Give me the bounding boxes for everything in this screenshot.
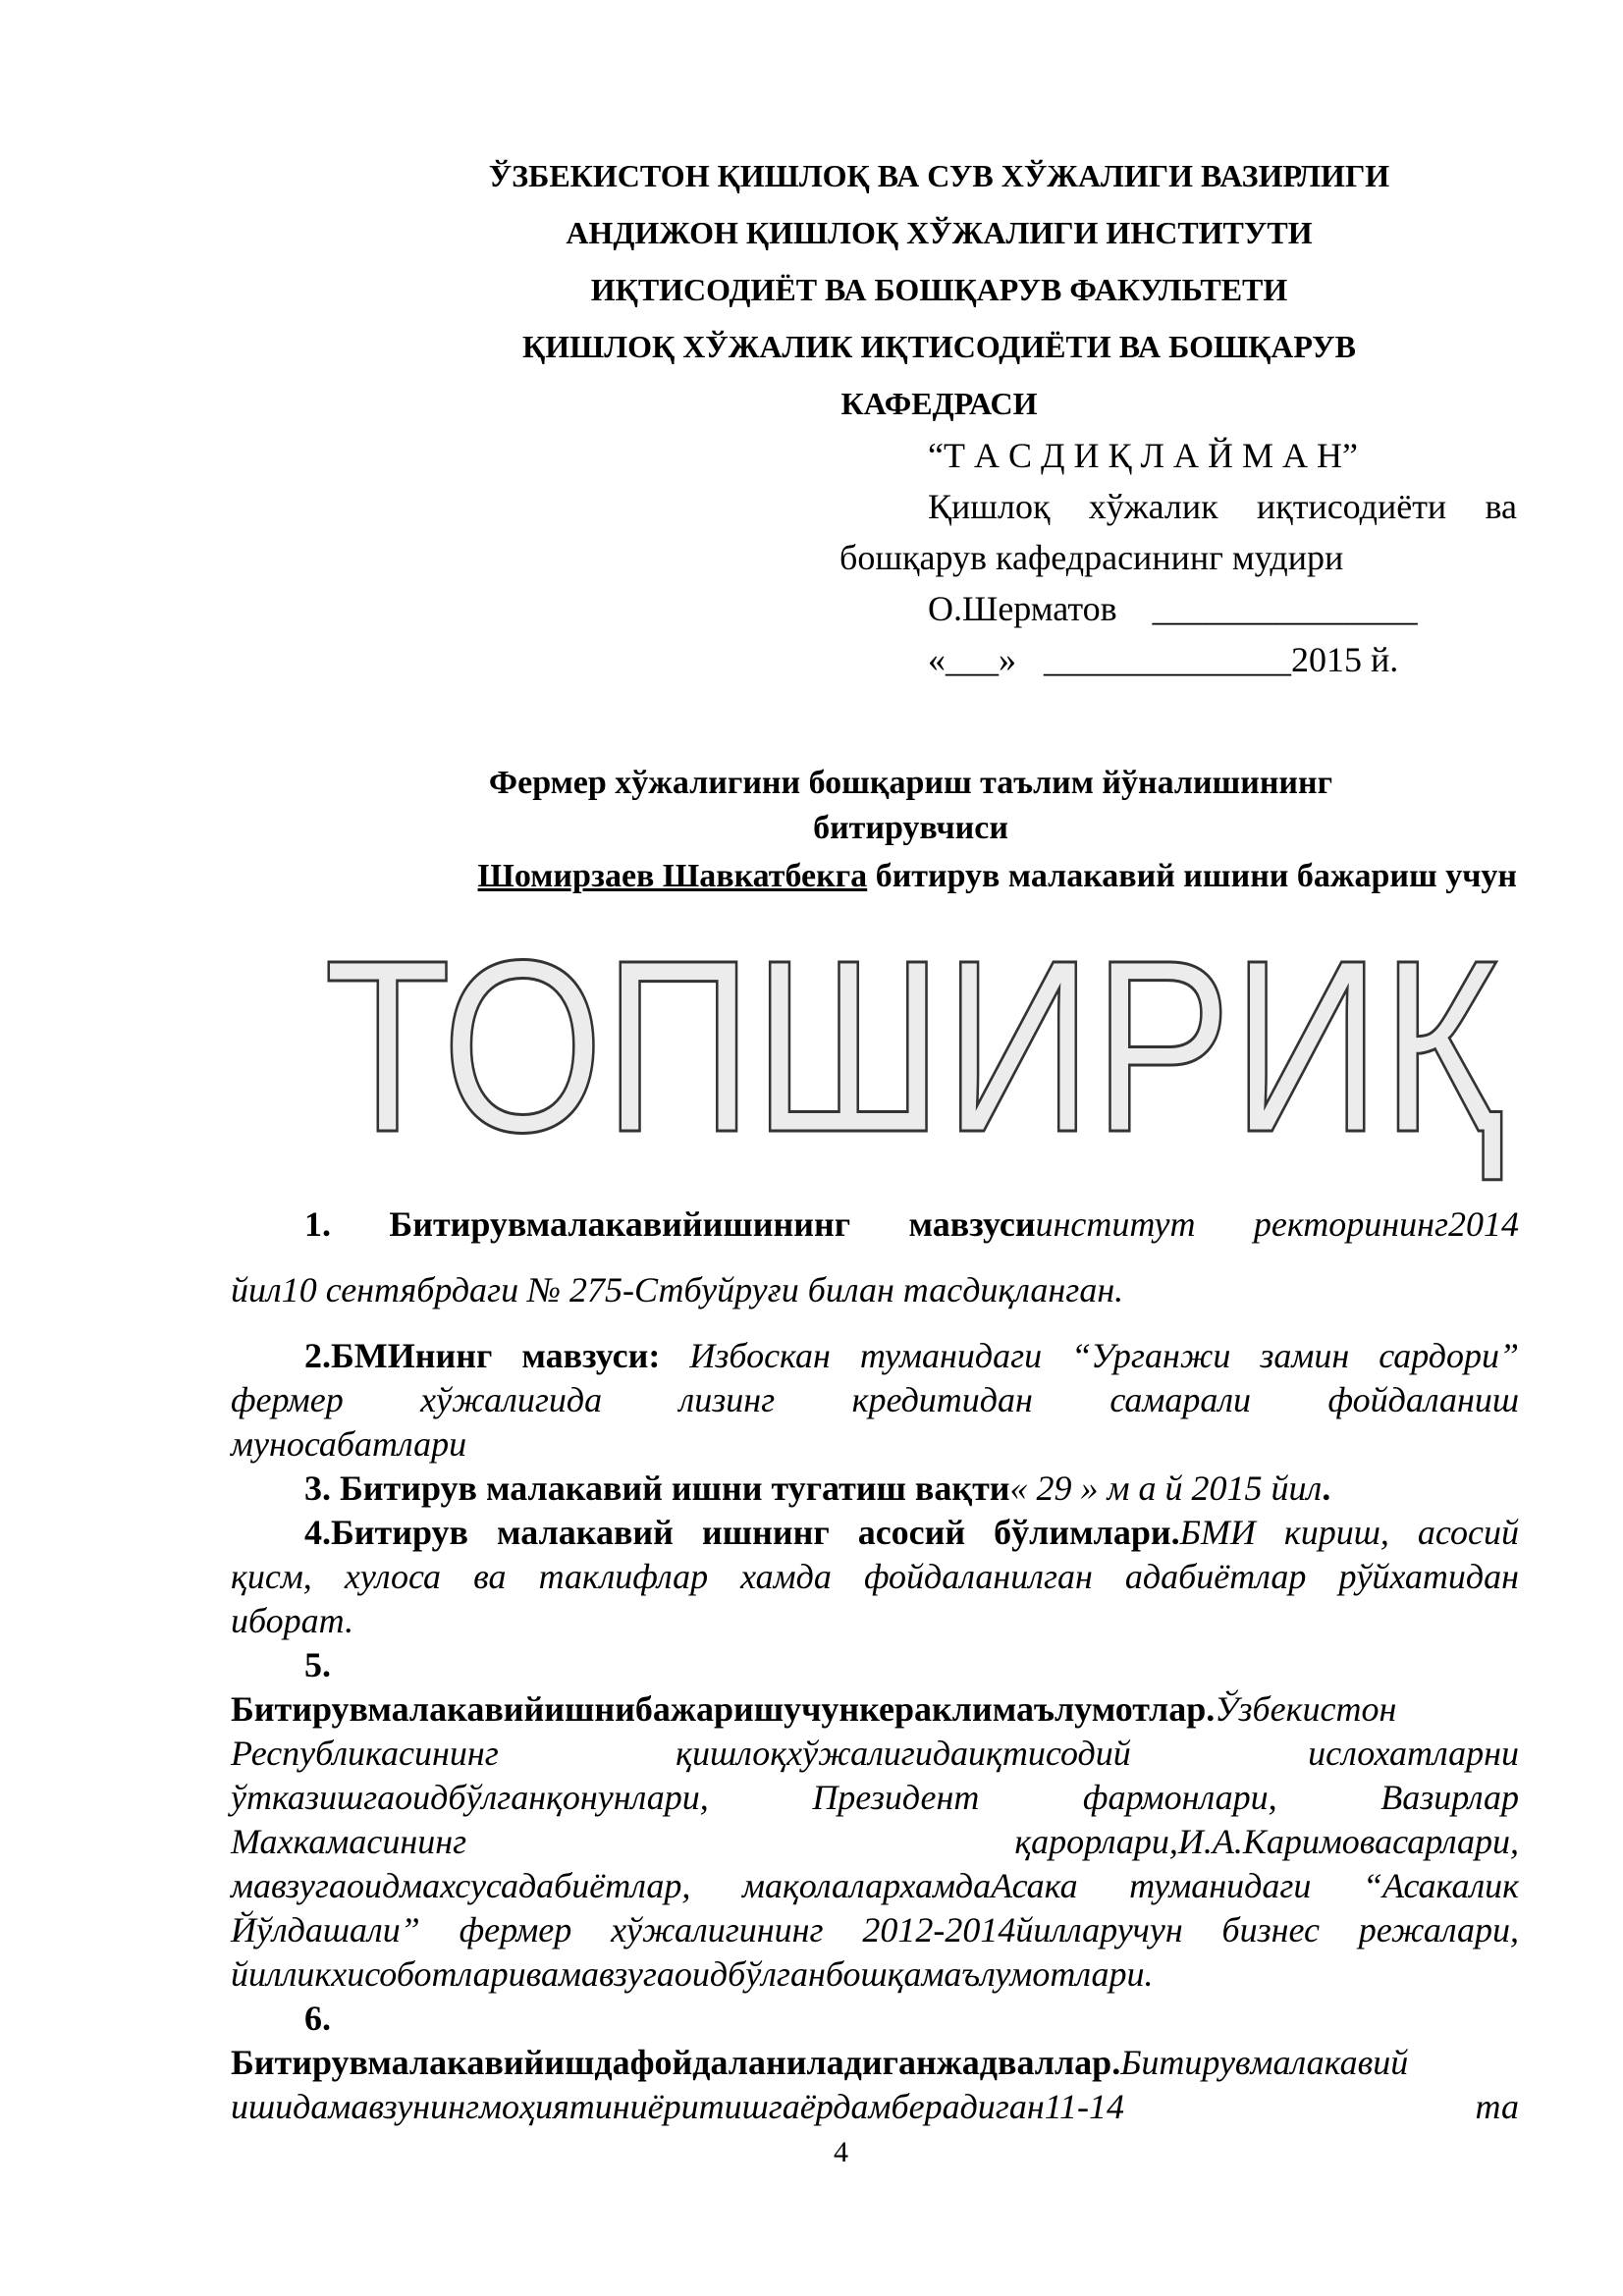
item-4-text-b: қисм, хулоса ва таклифлар хамда фойдаланилган адабиётлар рўйхатидан [231, 1557, 1519, 1596]
item-5-text-a: Ўзбекистон [1215, 1689, 1397, 1729]
item-4-line-1 [231, 1511, 1519, 1555]
approval-date-line [839, 634, 1517, 685]
item-1 [231, 1202, 1519, 1312]
item-5-number-line [231, 1643, 1519, 1687]
ministry-header [0, 147, 1623, 432]
item-5-line-6 [231, 1908, 1519, 1952]
item-4-line-2 [231, 1555, 1519, 1599]
item-4-label: 4.Битирув малакавий ишнинг асосий бўлимлари. [304, 1513, 1180, 1552]
item-6-number-line [231, 1997, 1519, 2041]
header-line-department-end: КАФЕДРАСИ [840, 386, 1038, 421]
approver-name: О.Шерматов [928, 589, 1117, 628]
item-3-line-1 [231, 1467, 1519, 1511]
approval-line-1: Қишлоқ хўжалик иқтисодиёти ва [928, 487, 1517, 526]
item-5-line-7 [231, 1952, 1519, 1997]
header-line-institute: АНДИЖОН ҚИШЛОҚ ХЎЖАЛИГИ ИНСТИТУТИ [566, 215, 1313, 250]
item-2-text-b: фермер хўжалигида лизинг кредитидан самарали фойдаланиш [231, 1380, 1519, 1419]
intro-line-3-rest: битирув малакавий ишини бажариш учун [867, 858, 1517, 894]
assignment-items [231, 1202, 1519, 2129]
assignment-banner [295, 909, 1532, 1183]
date-day-blank: «___» [928, 640, 1016, 679]
date-year: 2015 й. [1291, 640, 1399, 679]
item-3 [231, 1467, 1519, 1511]
item-3-label: 3. Битирув малакавий ишни тугатиш вақти [304, 1468, 1010, 1508]
item-2-label: 2.БМИнинг мавзуси: [304, 1336, 661, 1375]
item-3-date: « 29 » м а й 2015 йил [1009, 1468, 1323, 1508]
item-6-number: 6. [304, 1999, 331, 2038]
item-1-line-2 [231, 1268, 1519, 1312]
assignment-intro [226, 761, 1517, 902]
item-5-text-f: Йўлдашали” фермер хўжалигининг 2012-2014йилларучун бизнес режалари, [231, 1910, 1519, 1949]
approval-title: “Т А С Д И Қ Л А Й М А Н” [928, 436, 1358, 475]
intro-line-3 [226, 851, 1517, 902]
page-number: 4 [834, 2136, 848, 2168]
item-5-number: 5. [304, 1645, 331, 1684]
item-6-line-2 [231, 2085, 1519, 2129]
item-5-text-g: йилликхисоботларивамавзугаоидбўлганбошқамаълумотлари. [231, 1954, 1154, 1994]
item-1-text-b: йил10 сентябрдаги № 275-Стбуйруғи билан тасдиқланган. [231, 1270, 1124, 1309]
intro-line-1: Фермер хўжалигини бошқариш таълим йўналишининг [488, 765, 1333, 801]
item-5-line-4 [231, 1820, 1519, 1864]
item-5-line-5 [231, 1864, 1519, 1908]
item-6 [231, 1997, 1519, 2129]
item-5-text-e: мавзугаоидмахсусадабиётлар, мақолалархамдаАсака туманидаги “Асакалик [231, 1866, 1519, 1905]
item-5-label: Битирувмалакавийишнибажаришучункераклимаълумотлар. [231, 1689, 1216, 1729]
item-4 [231, 1511, 1519, 1643]
item-4-line-3 [231, 1599, 1519, 1643]
item-2-text-c: муносабатлари [231, 1424, 467, 1464]
item-5 [231, 1643, 1519, 1997]
item-3-end: . [1322, 1468, 1331, 1508]
item-6-line-1 [231, 2041, 1519, 2085]
approval-line-2: бошқарув кафедрасининг мудири [839, 538, 1344, 577]
item-5-text-c: ўтказишгаоидбўлганқонунлари, Президент фармонлари, Вазирлар [231, 1778, 1519, 1817]
header-line-department: ҚИШЛОҚ ХЎЖАЛИК ИҚТИСОДИЁТИ ВА БОШҚАРУВ [522, 329, 1356, 364]
item-1-text-a: институт ректорининг2014 [1035, 1204, 1519, 1244]
header-line-ministry: ЎЗБЕКИСТОН ҚИШЛОҚ ВА СУВ ХЎЖАЛИГИ ВАЗИРЛИГИ [488, 158, 1390, 193]
item-1-label: 1. Битирувмалакавийишининг мавзуси [304, 1204, 1036, 1244]
item-1-line-1 [231, 1202, 1519, 1247]
item-5-text-d: Махкамасининг қарорлари,И.А.Каримовасарлари, [231, 1822, 1519, 1861]
banner-title: ТОПШИРИҚ [324, 909, 1502, 1183]
item-6-text-a: Битирувмалакавий [1120, 2043, 1409, 2082]
item-2-line-2 [231, 1378, 1519, 1422]
approval-signature-line [839, 583, 1517, 634]
item-2-line-1 [231, 1334, 1519, 1378]
item-4-text-a: БМИ кириш, асосий [1179, 1513, 1519, 1552]
item-4-text-c: иборат. [231, 1601, 354, 1640]
intro-line-2: битирувчиси [813, 810, 1008, 846]
approval-block [839, 430, 1517, 685]
item-2 [231, 1334, 1519, 1467]
item-2-line-3 [231, 1422, 1519, 1467]
item-6-label: Битирувмалакавийишдафойдаланиладиганжадваллар. [231, 2043, 1121, 2082]
item-5-text-b: Республикасининг қишлоқхўжалигидаиқтисодий ислохатларни [231, 1734, 1519, 1773]
date-month-blank: ______________ [1044, 640, 1291, 679]
item-6-text-b: ишидамавзунингмоҳиятиниёритишгаёрдамберадиган11-14 та [231, 2087, 1519, 2126]
item-2-text-a: Избоскан туманидаги “Урганжи замин сардори” [660, 1336, 1519, 1375]
item-5-line-2 [231, 1732, 1519, 1776]
item-5-line-1 [231, 1687, 1519, 1732]
item-5-line-3 [231, 1776, 1519, 1820]
signature-blank: _______________ [1152, 589, 1418, 628]
header-line-faculty: ИҚТИСОДИЁТ ВА БОШҚАРУВ ФАКУЛЬТЕТИ [590, 272, 1288, 307]
student-name: Шомирзаев Шавкатбекга [477, 858, 868, 894]
